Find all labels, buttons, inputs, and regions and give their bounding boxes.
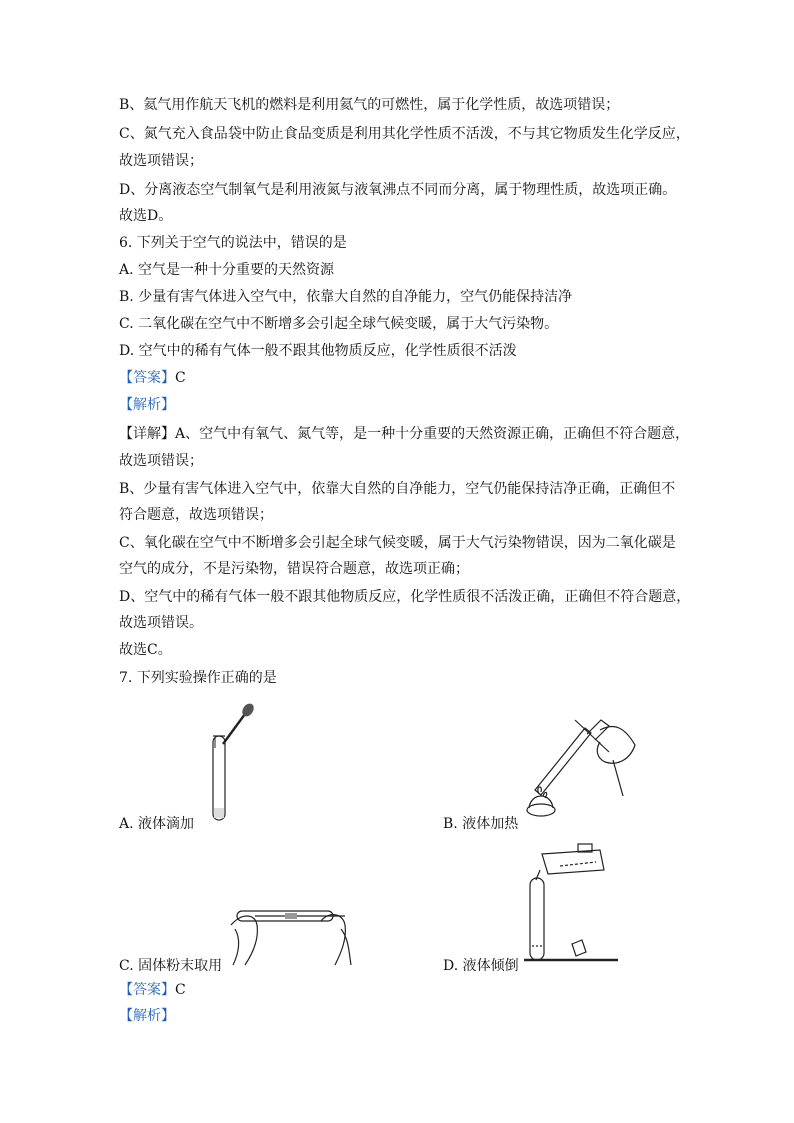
q6-detail-a-line1 xyxy=(119,424,689,444)
q6-answer-row xyxy=(119,368,186,388)
q6-detail-b-line1: B、少量有害气体进入空气中，依靠大自然的自净能力，空气仍能保持洁净正确，正确但不 xyxy=(119,481,676,497)
q6-stem: 6. 下列关于空气的说法中，错误的是 xyxy=(119,235,347,251)
q7-answer-row xyxy=(119,980,186,1000)
q5-explanation-c-line2: 故选项错误； xyxy=(119,153,203,169)
q7-stem: 7. 下列实验操作正确的是 xyxy=(119,670,277,686)
q6-conclusion: 故选C。 xyxy=(119,642,172,658)
q5-conclusion: 故选D。 xyxy=(119,208,173,224)
test-tube-heating-illustration xyxy=(505,700,645,830)
q6-detail-c-line2: 空气的成分，不是污染物，错误符合题意，故选项正确； xyxy=(119,561,469,577)
q6-detail-d-line2: 故选项错误。 xyxy=(119,615,203,631)
q7-answer-label: 【答案】 xyxy=(119,982,175,998)
pouring-liquid-illustration xyxy=(520,840,620,970)
q7-option-a: A. 液体滴加 xyxy=(119,816,195,832)
q6-option-d: D. 空气中的稀有气体一般不跟其他物质反应，化学性质很不活泼 xyxy=(119,343,517,359)
q6-detail-d-line1: D、空气中的稀有气体一般不跟其他物质反应，化学性质很不活泼正确，正确但不符合题意， xyxy=(119,589,691,605)
q7-option-d: D. 液体倾倒 xyxy=(443,958,519,974)
q6-detail-a-line2: 故选项错误； xyxy=(119,453,203,469)
q5-explanation-b: B、氦气用作航天飞机的燃料是利用氦气的可燃性，属于化学性质，故选项错误； xyxy=(119,97,620,113)
q6-option-c: C. 二氧化碳在空气中不断增多会引起全球气候变暖，属于大气污染物。 xyxy=(119,316,559,332)
q6-detail-a-text: A、空气中有氧气、氮气等，是一种十分重要的天然资源正确，正确但不符合题意， xyxy=(175,426,690,442)
dropper-test-tube-illustration xyxy=(205,700,265,830)
q6-analysis-label: 【解析】 xyxy=(119,397,175,413)
q6-answer-label: 【答案】 xyxy=(119,370,175,386)
q6-option-b: B. 少量有害气体进入空气中，依靠大自然的自净能力，空气仍能保持洁净 xyxy=(119,289,573,305)
q5-explanation-d: D、分离液态空气制氧气是利用液氮与液氧沸点不同而分离，属于物理性质，故选项正确。 xyxy=(119,182,677,198)
q6-option-a: A. 空气是一种十分重要的天然资源 xyxy=(119,262,335,278)
q5-explanation-c-line1: C、氮气充入食品袋中防止食品变质是利用其化学性质不活泼，不与其它物质发生化学反应， xyxy=(119,126,690,142)
q6-detail-label: 【详解】 xyxy=(119,426,175,442)
q7-analysis-label: 【解析】 xyxy=(119,1008,175,1024)
q7-option-b: B. 液体加热 xyxy=(443,816,519,832)
q7-answer-value: C xyxy=(175,982,186,998)
powder-trough-illustration xyxy=(225,895,355,970)
q7-option-c: C. 固体粉末取用 xyxy=(119,958,223,974)
q6-answer-value: C xyxy=(175,370,186,386)
q6-detail-b-line2: 符合题意，故选项错误； xyxy=(119,507,273,523)
q6-detail-c-line1: C、氧化碳在空气中不断增多会引起全球气候变暖，属于大气污染物错误，因为二氧化碳是 xyxy=(119,535,676,551)
